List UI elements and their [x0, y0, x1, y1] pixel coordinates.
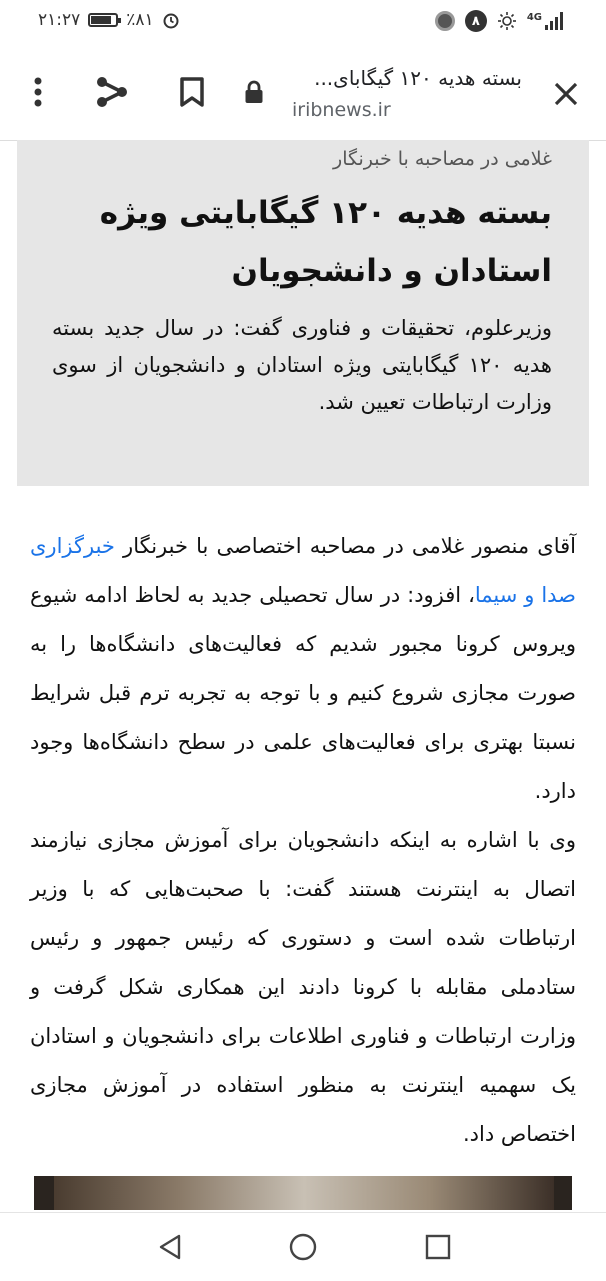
article-image — [34, 1176, 572, 1210]
paragraph-1-start: آقای منصور غلامی در مصاحبه اختصاصی با خبرنگار — [114, 534, 576, 558]
status-left — [38, 10, 180, 30]
home-icon[interactable] — [283, 1227, 323, 1267]
lock-icon[interactable] — [240, 78, 268, 106]
close-icon[interactable] — [546, 74, 586, 114]
battery-icon — [88, 13, 118, 27]
brightness-icon — [497, 11, 517, 31]
notification-badge: ۸ — [465, 10, 487, 32]
browser-toolbar — [0, 44, 606, 141]
status-bar — [0, 0, 606, 44]
chrome-icon — [435, 11, 455, 31]
battery-percent: ٪۸۱ — [126, 10, 154, 30]
back-icon[interactable] — [150, 1227, 190, 1267]
source-link[interactable]: خبرگزاری صدا و سیما — [30, 534, 577, 607]
navigation-bar — [0, 1212, 606, 1281]
article-lead: وزیرعلوم، تحقیقات و فناوری گفت: در سال جدید بسته هدیه ۱۲۰ گیگابایتی ویژه استادان و دانشجویان از سوی وزارت ارتباطات تعیین شد. — [52, 316, 552, 414]
article-headline: بسته هدیه ۱۲۰ گیگابایتی ویژه استادان و دانشجویان — [99, 195, 552, 289]
signal-icon — [544, 11, 566, 31]
network-type: 4G — [526, 11, 542, 23]
article-kicker: غلامی در مصاحبه با خبرنگار — [333, 148, 552, 170]
article-body — [30, 522, 576, 1159]
page-url[interactable]: iribnews.ir — [292, 99, 391, 121]
page-title[interactable]: بسته هدیه ۱۲۰ گیگابای... — [314, 66, 522, 90]
more-icon[interactable] — [22, 72, 54, 112]
share-icon[interactable] — [92, 72, 132, 112]
paragraph-1-end: ، افزود: در سال تحصیلی جدید به لحاظ ادامه شیوع ویروس کرونا مجبور شدیم که فعالیت‌های دانشگاه‌ها را به صورت مجازی شروع کنیم و با توجه به تجربه ترم قبل شرایط نسبتا بهتری برای فعالیت‌های علمی در سطح دانشگاه‌ها وجود دارد. — [30, 583, 576, 803]
recents-icon[interactable] — [418, 1227, 458, 1267]
paragraph-1 — [30, 522, 576, 816]
alarm-icon — [162, 11, 180, 29]
paragraph-2: وی با اشاره به اینکه دانشجویان برای آموزش مجازی نیازمند اتصال به اینترنت هستند گفت: با صحبت‌هایی که با وزیر ارتباطات شده است و دستوری که رئیس جمهور و رئیس ستادملی مقابله با کرونا دادند این همکاری شکل گرفت و وزارت ارتباطات و فناوری اطلاعات برای دانشجویان و استادان یک سهمیه اینترنت به منظور استفاده در آموزش مجازی اختصاص داد. — [30, 828, 576, 1146]
status-time: ۲۱:۲۷ — [38, 10, 81, 30]
bookmark-icon[interactable] — [172, 72, 212, 112]
status-right — [435, 10, 566, 32]
